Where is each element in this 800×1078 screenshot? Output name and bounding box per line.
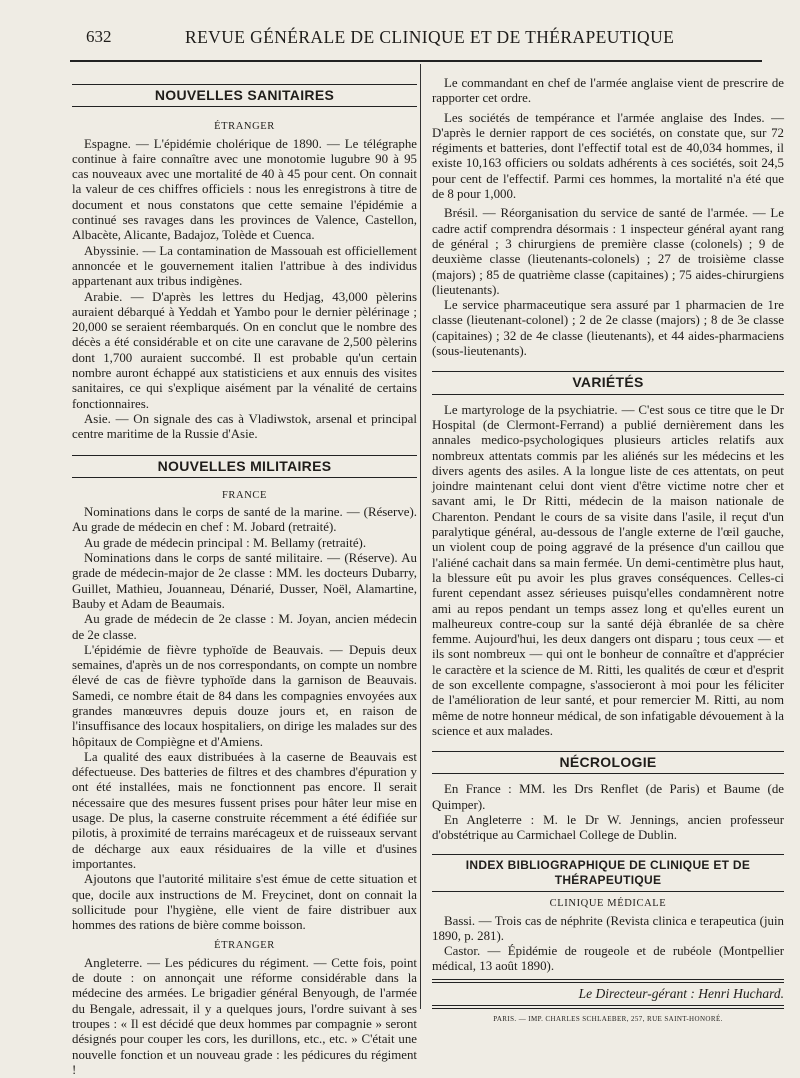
- section-heading: NÉCROLOGIE: [559, 754, 657, 771]
- paragraph: Le martyrologe de la psychiatrie. — C'est sous ce titre que le Dr Hospital (de Clermont-Ferrand) a publié dernièrement dans les annales medico-psychologiques plusieurs articles relatifs aux nombreux attentats commis par les aliénés sur les médecins et les divers agents des asiles. A la longue liste de ces attentats, on peut joindre maintenant celui dont vient d'être victime notre cher et savant ami, le Dr Ritti, médecin de la maison nationale de Charenton. Pendant le cours de sa visite dans l'asile, il reçut d'un paralytique général, au-dessous de l'angle externe de l'œil gauche, un violent coup de poing aggravé de la présence d'un caillou que l'aliéné cachait dans sa main fermée. Un demi-centimètre plus haut, la blessure eût pu avoir les plus graves conséquences. Celles-ci furent cependant assez sérieuses puisqu'elles condamnèrent notre ami au repos pendant un temps assez long et qu'elles eurent un malheureux contre-coup sur la santé déjà ébranlée de sa chère femme. Aujourd'hui, les deux dangers ont disparu ; tous ceux — et ils sont nombreux — qui ont le bonheur de connaître et d'apprécier le caractère et la science de M. Ritti, les qualités de cœur et d'esprit de son excellente compagne, s'associeront à moi pour les féliciter de l'amélioration de leur santé, et pour remercier M. Ritti, au nom même de notre honneur médical, de son infatigable dévouement à la science et aux malades.: [432, 402, 784, 738]
- column-divider: [420, 64, 421, 1009]
- header-rule: [70, 60, 762, 62]
- subheading: ÉTRANGER: [214, 940, 275, 952]
- paragraph: En Angleterre : M. le Dr W. Jennings, ancien professeur d'obstétrique au Carmichael College de Dublin.: [432, 813, 784, 843]
- page-number: 632: [86, 27, 112, 46]
- left-column: [72, 70, 417, 1078]
- section-militaires-heading-box: [72, 455, 417, 478]
- signature-rule: [432, 979, 784, 983]
- subheading: ÉTRANGER: [214, 121, 275, 133]
- paragraph: Ajoutons que l'autorité militaire s'est émue de cette situation et que, docile aux instructions de M. Freycinet, dont on connait la sollicitude pour l'hygiène, elle vient de faire distribuer aux hommes des rations de bière comme boisson.: [72, 872, 417, 933]
- section-heading: NOUVELLES SANITAIRES: [154, 87, 335, 103]
- paragraph: Au grade de médecin principal : M. Bellamy (retraité).: [84, 535, 367, 550]
- section-necrologie-heading-box: [432, 751, 784, 774]
- printer-imprint: PARIS. — IMP. CHARLES SCHLAEBER, 257, RUE SAINT-HONORÉ.: [493, 1015, 723, 1024]
- paragraph: En France : MM. les Drs Renflet (de Paris) et Baume (de Quimper).: [432, 782, 784, 812]
- section-sanitaires-heading-box: [72, 84, 417, 107]
- paragraph: Arabie. — D'après les lettres du Hedjag, 43,000 pèlerins auraient débarqué à Yeddah et Yambo pour le dernier pèlérinage ; 20,000 se seraient réembarqués. On en conclut que le nombre des décès a été considérable et on cite une caravane de 2,500 pèlerins dont 1,700 auraient succombé. Il est probable qu'un certain nombre auront échappé aux statisticiens et aux ennuis des visites sanitaires, ce qui s'explique aisément par la vénalité de certains fonctionnaires.: [72, 289, 417, 411]
- imprint-rule: [432, 1005, 784, 1009]
- section-heading: VARIÉTÉS: [572, 374, 644, 391]
- section-heading: NOUVELLES MILITAIRES: [157, 457, 332, 474]
- paragraph: Castor. — Épidémie de rougeole et de rubéole (Montpellier médical, 13 août 1890).: [432, 944, 784, 974]
- paragraph: Nominations dans le corps de santé militaire. — (Réserve). Au grade de médecin-major de 2e classe : MM. les docteurs Dubarry, Guillet, Mathieu, Jouanneau, Dénarié, Dusser, Noël, Alamartine, Bauby et Adam de Beaumais.: [72, 551, 417, 611]
- paragraph: Brésil. — Réorganisation du service de santé de l'armée. — Le cadre actif comprendra désormais : 1 inspecteur général ayant rang de général ; 3 chirurgiens de première classe (colonels) ; 9 de deuxième classe (lieutenants-colonels) ; 27 de troisième classe (majors) ; 85 de quatrième classe (capitaines) ; 75 aides-chirurgiens (lieutenants).: [432, 206, 784, 297]
- paragraph: Angleterre. — Les pédicures du régiment. — Cette fois, point de doute : on annonçait une réforme considérable dans la médecine des armées. Le brigadier général Benyough, de l'armée du Bengale, adressait, il y a quelques jours, l'ordre suivant à ses troupes : « Il est décidé que deux hommes par compagnie » seront désignés pour couper les cors, les durillons, etc., etc. » C'était une nouvelle fonction et un nouveau grade : les pédicures du régiment !: [72, 955, 417, 1077]
- paragraph: L'épidémie de fièvre typhoïde de Beauvais. — Depuis deux semaines, d'après un de nos correspondants, on compte un nombre élevé de cas de fièvre typhoïde dans la garnison de Beauvais. Samedi, ce nombre était de 84 dans les compagnies envoyées aux grandes manœuvres depuis douze jours et, en raison de l'insuffisance des locaux hospitaliers, on dirige les malades sur des hôpitaux de Compiègne et d'Amiens.: [72, 642, 417, 749]
- paragraph: Au grade de médecin de 2e classe : M. Joyan, ancien médecin de 2e classe.: [72, 612, 417, 642]
- right-column: [432, 76, 784, 1027]
- paragraph: Le service pharmaceutique sera assuré par 1 pharmacien de 1re classe (lieutenant-colonel) ; 2 de 2e classe (majors) ; 8 de 3e classe (capitaines) ; 32 de 4e classe (lieutenants), et 44 aides-pharmaciens (sous-lieutenants).: [432, 298, 784, 359]
- director-signature: Le Directeur-gérant : Henri Huchard.: [578, 985, 784, 1001]
- subheading: FRANCE: [221, 489, 268, 501]
- subheading: CLINIQUE MÉDICALE: [549, 898, 667, 910]
- paragraph: Asie. — On signale des cas à Vladiwstok, arsenal et principal centre maritime de la Russie d'Asie.: [72, 411, 417, 442]
- paragraph: La qualité des eaux distribuées à la caserne de Beauvais est défectueuse. Des batteries de filtres et des chambres d'épuration y ont été installées, mais ne fonctionnent pas encore. Il serait nécessaire que des mesures fussent prises pour hâter leur mise en usage. De plus, la caserne construite récemment a été édifiée sur pilotis, à proximité de terrains marécageux et de ruisseaux servant de décharge aux eaux résiduaires de la ville et d'usines importantes.: [72, 749, 417, 871]
- paragraph: Le commandant en chef de l'armée anglaise vient de prescrire de rapporter cet ordre.: [432, 76, 784, 106]
- paragraph: Espagne. — L'épidémie cholérique de 1890. — Le télégraphe continue à faire connaître avec une monotomie lugubre 90 à 95 cas nouveaux avec une mortalité de 40 à 45 pour cent. On connait la valeur de ces chiffres officiels : nous les enregistrons à titre de document et nous constatons que cette semaine l'épidémie a continué ses ravages dans les provinces de Valence, Castellon, Albacète, Alicante, Badajoz, Tolède et Cuenca.: [72, 136, 417, 243]
- paragraph: Les sociétés de tempérance et l'armée anglaise des Indes. — D'après le dernier rapport de ces sociétés, on constate que, sur 72 régiments et batteries, dont l'effectif total est de 40,034 hommes, il existe 10,163 officiers ou soldats adhérents à ces sociétés, soit 24,5 pour cent de l'effectif. Parmi ces hommes, la mortalité n'a été que de 8 pour 1,000.: [432, 110, 784, 202]
- section-index-heading-box: [432, 854, 784, 893]
- paragraph: Bassi. — Trois cas de néphrite (Revista clinica e terapeutica (juin 1890, p. 281).: [432, 913, 784, 943]
- running-head: [70, 27, 762, 51]
- section-varietes-heading-box: [432, 371, 784, 394]
- journal-title: REVUE GÉNÉRALE DE CLINIQUE ET DE THÉRAPEUTIQUE: [185, 27, 675, 47]
- section-heading: INDEX BIBLIOGRAPHIQUE DE CLINIQUE ET DE THÉRAPEUTIQUE: [465, 857, 751, 887]
- paragraph: Nominations dans le corps de santé de la marine. — (Réserve). Au grade de médecin en chef : M. Jobard (retraité).: [72, 505, 417, 535]
- paragraph: Abyssinie. — La contamination de Massouah est officiellement annoncée et le gouvernement italien l'attribue à des individus appartenant aux tribus indigènes.: [72, 243, 417, 289]
